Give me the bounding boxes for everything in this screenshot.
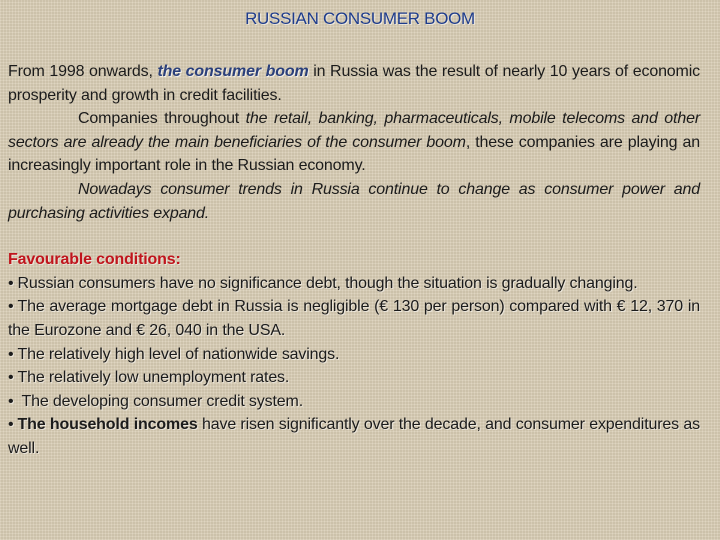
bullet-item bbox=[8, 272, 700, 296]
bullet-item bbox=[8, 413, 700, 460]
bullet-item bbox=[8, 366, 700, 390]
bullet-icon: • bbox=[8, 369, 14, 387]
companies-pre: Companies throughout bbox=[78, 110, 240, 128]
bullet-icon: • bbox=[8, 274, 14, 292]
bullet-text: have risen significantly over the decade, and consumer expenditures as well. bbox=[8, 416, 701, 457]
bullet-icon: • bbox=[8, 298, 14, 316]
intro-pre: From 1998 onwards, bbox=[8, 63, 153, 80]
bullet-text: The relatively low unemployment rates. bbox=[17, 369, 290, 387]
bullet-icon: • bbox=[8, 392, 14, 410]
bullet-text: The relatively high level of nationwide savings. bbox=[17, 345, 340, 363]
bullet-icon: • bbox=[8, 345, 14, 363]
bullet-text: The developing consumer credit system. bbox=[17, 392, 304, 410]
bullet-text: Russian consumers have no significance debt, though the situation is gradually changing. bbox=[17, 274, 638, 292]
companies-paragraph bbox=[8, 107, 700, 178]
slide-body bbox=[8, 60, 700, 461]
slide-title: RUSSIAN CONSUMER BOOM bbox=[245, 9, 475, 28]
bullet-item bbox=[8, 295, 700, 342]
intro-post: in Russia was the result of nearly 10 years of economic prosperity and growth in credit facilities. bbox=[8, 63, 700, 104]
favourable-heading: Favourable conditions: bbox=[8, 251, 181, 269]
bullet-bold-text: The household incomes bbox=[17, 416, 198, 434]
companies-italic: the retail, banking, pharmaceuticals, mobile telecoms and other sectors are already the main beneficiaries of the consumer boom bbox=[8, 110, 701, 151]
bullet-text: The average mortgage debt in Russia is negligible (€ 130 per person) compared with € 12, 370 in the Eurozone and € 26, 040 in the USA. bbox=[8, 298, 700, 339]
companies-post: , these companies are playing an increasingly important role in the Russian economy. bbox=[8, 133, 700, 175]
bullet-item bbox=[8, 343, 700, 367]
trends-paragraph: Nowadays consumer trends in Russia continue to change as consumer power and purchasing activities expand. bbox=[8, 180, 700, 222]
intro-paragraph bbox=[8, 60, 700, 107]
bullet-item bbox=[8, 390, 700, 414]
intro-highlight: the consumer boom bbox=[157, 63, 309, 80]
bullet-icon: • bbox=[8, 416, 14, 434]
